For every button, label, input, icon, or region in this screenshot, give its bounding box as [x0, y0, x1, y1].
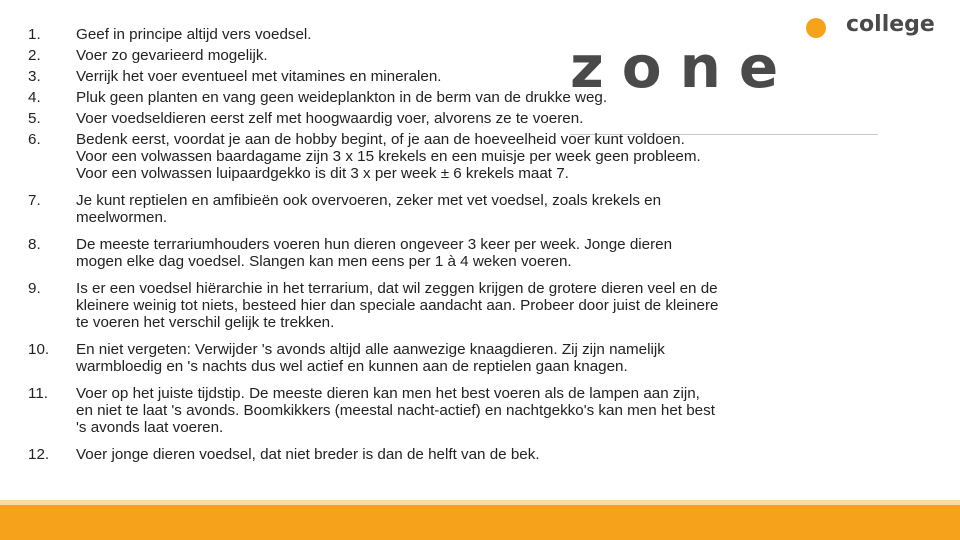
- list-item: [28, 68, 868, 85]
- list-item: [28, 110, 868, 127]
- list-item-number: 11.: [28, 385, 48, 402]
- list-item-number: 10.: [28, 341, 50, 358]
- list-item: [28, 89, 868, 106]
- list-item-text: Voer voedseldieren eerst zelf met hoogwaardig voer, alvorens ze te voeren.: [76, 110, 584, 127]
- list-item-number: 7.: [28, 192, 41, 209]
- logo-zone-text: zone: [570, 33, 797, 101]
- list-item: [28, 47, 868, 64]
- list-item-text: En niet vergeten: Verwijder 's avonds altijd alle aanwezige knaagdieren. Zij zijn namelijk warmbloedig en 's nachts dus wel actief en kunnen aan de reptielen gaan knagen.: [76, 341, 665, 375]
- list-item: [28, 236, 868, 270]
- list-item: [28, 446, 868, 463]
- list-item-text: Is er een voedsel hiërarchie in het terrarium, dat wil zeggen krijgen de grotere dieren veel en de kleinere weinig tot niets, besteed hier dan speciale aandacht aan. Probeer door juist de kleinere te voeren het verschil gelijk te trekken.: [76, 280, 719, 331]
- list-item-text: Voer op het juiste tijdstip. De meeste dieren kan men het best voeren als de lampen aan zijn, en niet te laat 's avonds. Boomkikkers (meestal nacht‑actief) en nachtgekko's kan men het best 's avonds laat voeren.: [76, 385, 715, 436]
- list-item-text: Geef in principe altijd vers voedsel.: [76, 26, 312, 43]
- list-item: [28, 131, 868, 182]
- list-item-number: 8.: [28, 236, 41, 253]
- list-item-text: Bedenk eerst, voordat je aan de hobby begint, of je aan de hoeveelheid voer kunt voldoen. Voor een volwassen baardagame zijn 3 x 15 krekels en een muisje per week geen probleem. Voor een volwassen luipaardgekko is dit 3 x per week ± 6 krekels maat 7.: [76, 131, 701, 182]
- list-item-number: 2.: [28, 47, 41, 64]
- list-item-number: 4.: [28, 89, 41, 106]
- list-item-text: Verrijk het voer eventueel met vitamines en mineralen.: [76, 68, 442, 85]
- list-item-number: 9.: [28, 280, 41, 297]
- footer-bar: [0, 505, 960, 540]
- list-item-number: 12.: [28, 446, 50, 463]
- list-item-text: Pluk geen planten en vang geen weideplankton in de berm van de drukke weg.: [76, 89, 608, 106]
- list-item-number: 6.: [28, 131, 41, 148]
- list-item-text: Voer jonge dieren voedsel, dat niet breder is dan de helft van de bek.: [76, 446, 540, 463]
- list-item: [28, 26, 868, 43]
- feeding-tips-list: [28, 26, 868, 463]
- list-item-number: 1.: [28, 26, 41, 43]
- list-item: [28, 280, 868, 331]
- list-item: [28, 192, 868, 226]
- list-item-text: De meeste terrariumhouders voeren hun dieren ongeveer 3 keer per week. Jonge dieren mogen elke dag voedsel. Slangen kan men eens per 1 à 4 weken voeren.: [76, 236, 673, 270]
- logo-college-text: college: [846, 12, 935, 37]
- list-item: [28, 385, 868, 436]
- list-item-number: 5.: [28, 110, 41, 127]
- list-item-text: Voer zo gevarieerd mogelijk.: [76, 47, 268, 64]
- list-item-text: Je kunt reptielen en amfibieën ook overvoeren, zeker met vet voedsel, zoals krekels en meelwormen.: [76, 192, 662, 226]
- list-item: [28, 341, 868, 375]
- list-item-number: 3.: [28, 68, 41, 85]
